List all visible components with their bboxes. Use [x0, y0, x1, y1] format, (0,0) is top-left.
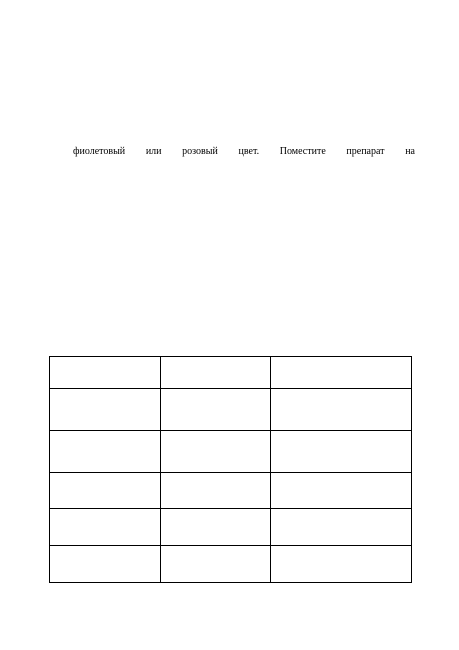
- table-cell: [161, 357, 271, 389]
- table-cell: [161, 473, 271, 509]
- table-row: [50, 357, 412, 389]
- table-cell: [50, 389, 161, 431]
- table-cell: [50, 509, 161, 546]
- table-cell: [50, 431, 161, 473]
- table-cell: [161, 431, 271, 473]
- table-row: [50, 509, 412, 546]
- table-cell: [50, 546, 161, 583]
- table-cell: [50, 357, 161, 389]
- table-cell: [271, 546, 412, 583]
- table-cell: [271, 473, 412, 509]
- table-row: [50, 389, 412, 431]
- table-cell: [271, 509, 412, 546]
- table-cell: [161, 509, 271, 546]
- table-cell: [161, 389, 271, 431]
- table-row: [50, 546, 412, 583]
- table-cell: [271, 357, 412, 389]
- empty-table: [49, 356, 412, 583]
- table-row: [50, 431, 412, 473]
- table-cell: [161, 546, 271, 583]
- table-cell: [271, 431, 412, 473]
- table-row: [50, 473, 412, 509]
- table-cell: [50, 473, 161, 509]
- paragraph-line: [73, 145, 415, 159]
- table-cell: [271, 389, 412, 431]
- paragraph-text: фиолетовый или розовый цвет. Поместите препарат на: [73, 146, 415, 157]
